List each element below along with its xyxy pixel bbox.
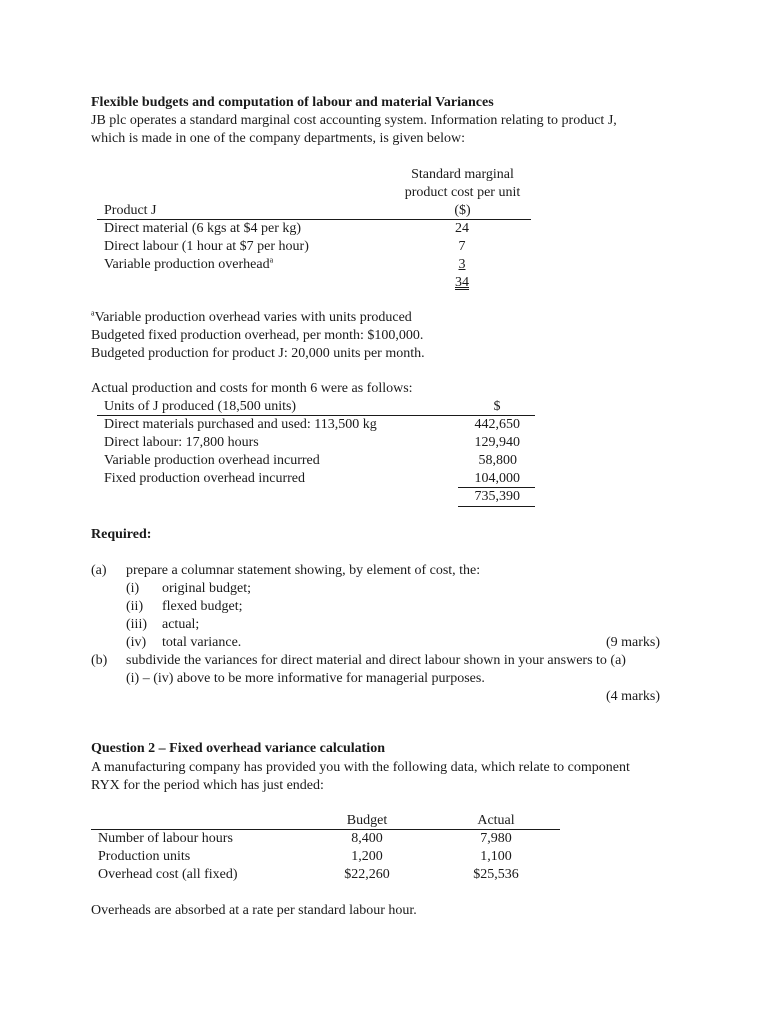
- std-row-value: 3: [458, 257, 466, 272]
- part-a-label: (a): [91, 563, 107, 578]
- q2-row-label: Production units: [98, 849, 191, 864]
- part-b-text-line1: subdivide the variances for direct material and direct labour shown in your answers to (a): [126, 653, 626, 668]
- q2-row-budget: 1,200: [351, 849, 383, 864]
- q2-row-label: Number of labour hours: [98, 831, 233, 846]
- part-b-text-line2: (i) – (iv) above to be more informative for managerial purposes.: [126, 671, 485, 686]
- q1-intro-line1: JB plc operates a standard marginal cost accounting system. Information relating to product J,: [91, 113, 617, 128]
- q1-title: Flexible budgets and computation of labour and material Variances: [91, 95, 494, 110]
- sub-item-num: (iv): [126, 635, 147, 650]
- std-row-label: Direct labour (1 hour at $7 per hour): [104, 239, 309, 254]
- actual-row-value: 104,000: [474, 471, 520, 486]
- footnote: $^a$Variable production overhead varies with units produced: [91, 308, 412, 325]
- sub-item-text: actual;: [162, 617, 200, 632]
- std-row-label: Variable production overhead$^a$: [104, 255, 274, 272]
- q2-intro-line2: RYX for the period which has just ended:: [91, 778, 324, 793]
- std-row-value: 7: [458, 239, 466, 254]
- col-header-actual: Actual: [477, 813, 515, 828]
- q2-row-budget: $22,260: [344, 867, 390, 882]
- part-b-label: (b): [91, 653, 108, 668]
- actual-intro: Actual production and costs for month 6 were as follows:: [91, 381, 413, 396]
- actual-total: 735,390: [474, 489, 520, 504]
- std-header-line1: Standard marginal: [411, 167, 514, 182]
- q2-row-actual: 7,980: [480, 831, 512, 846]
- part-b-marks: (4 marks): [605, 689, 660, 704]
- actual-row-label: Variable production overhead incurred: [104, 453, 320, 468]
- actual-total-rule: [458, 506, 535, 507]
- part-a-marks: (9 marks): [605, 635, 660, 650]
- std-total: 34: [455, 275, 469, 290]
- actual-row-label: Direct materials purchased and used: 113,500 kg: [104, 417, 377, 432]
- sub-item-num: (ii): [126, 599, 144, 614]
- q2-footer: Overheads are absorbed at a rate per standard labour hour.: [91, 903, 417, 918]
- std-header-line2: product cost per unit: [404, 185, 521, 200]
- footnote-marker: a: [269, 255, 274, 265]
- std-row-value: 24: [455, 221, 469, 236]
- q2-intro-line1: A manufacturing company has provided you with the following data, which relate to component: [91, 760, 630, 775]
- sub-item-num: (i): [126, 581, 140, 596]
- q2-row-actual: $25,536: [473, 867, 519, 882]
- actual-header-value: $: [493, 399, 501, 414]
- std-header-unit: ($): [454, 203, 471, 218]
- sub-item-text: flexed budget;: [162, 599, 243, 614]
- std-row-label: Direct material (6 kgs at $4 per kg): [104, 221, 302, 236]
- actual-row-label: Fixed production overhead incurred: [104, 471, 305, 486]
- actual-header-label: Units of J produced (18,500 units): [104, 399, 297, 414]
- sub-item-num: (iii): [126, 617, 147, 632]
- required-heading: Required:: [91, 527, 152, 542]
- sub-item-text: total variance.: [162, 635, 242, 650]
- actual-row-label: Direct labour: 17,800 hours: [104, 435, 259, 450]
- sub-item-text: original budget;: [162, 581, 252, 596]
- actual-row-value: 442,650: [474, 417, 520, 432]
- q2-row-actual: 1,100: [480, 849, 512, 864]
- product-label: Product J: [104, 203, 157, 218]
- budget-production: Budgeted production for product J: 20,000 units per month.: [91, 346, 425, 361]
- col-header-budget: Budget: [346, 813, 388, 828]
- q2-row-label: Overhead cost (all fixed): [98, 867, 238, 882]
- part-a-text: prepare a columnar statement showing, by element of cost, the:: [126, 563, 481, 578]
- q2-row-budget: 8,400: [351, 831, 383, 846]
- budget-fixed-overhead: Budgeted fixed production overhead, per month: $100,000.: [91, 328, 424, 343]
- actual-row-value: 129,940: [474, 435, 520, 450]
- actual-row-value: 58,800: [478, 453, 517, 468]
- q2-title: Question 2 – Fixed overhead variance calculation: [91, 741, 385, 756]
- footnote-marker: a: [91, 308, 95, 318]
- q1-intro-line2: which is made in one of the company departments, is given below:: [91, 131, 466, 146]
